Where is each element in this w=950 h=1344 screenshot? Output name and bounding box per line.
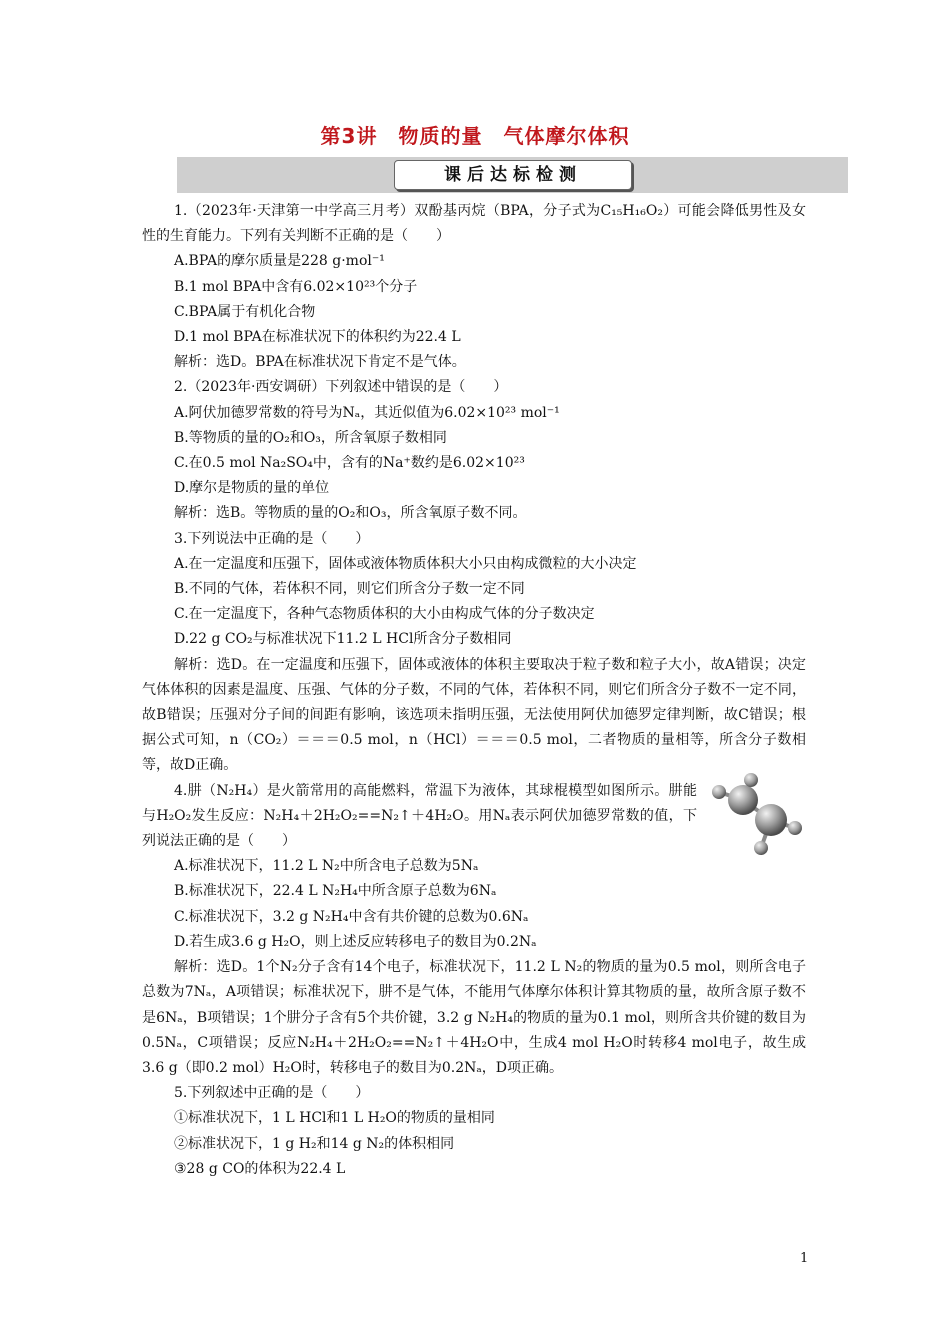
q3-option-c: C.在一定温度下，各种气态物质体积的大小由构成气体的分子数决定	[174, 606, 595, 623]
q3-option-b: B.不同的气体，若体积不同，则它们所含分子数一定不同	[174, 581, 525, 598]
q3-option-a: A.在一定温度和压强下，固体或液体物质体积大小只由构成微粒的大小决定	[174, 555, 637, 572]
q2-option-d: D.摩尔是物质的量的单位	[174, 480, 330, 497]
q2-answer: 解析：选B。等物质的量的O₂和O₃，所含氧原子数不同。	[174, 505, 527, 522]
hydrogen-atom	[754, 841, 768, 855]
page-number: 1	[800, 1251, 809, 1266]
q3-stem: 3.下列说法中正确的是（ ）	[174, 530, 370, 547]
q4-option-c: C.标准状况下，3.2 g N₂H₄中含有共价键的总数为0.6Nₐ	[174, 908, 529, 925]
q5-item-1: ①标准状况下，1 L HCl和1 L H₂O的物质的量相同	[174, 1110, 495, 1127]
q4-option-a: A.标准状况下，11.2 L N₂中所含电子总数为5Nₐ	[174, 858, 479, 875]
q4-option-d: D.若生成3.6 g H₂O，则上述反应转移电子的数目为0.2Nₐ	[174, 933, 537, 950]
q1-stem: 1.（2023年·天津第一中学高三月考）双酚基丙烷（BPA，分子式为C₁₅H₁₆O₂）可能会降低男性及女性的生育能力。下列有关判断不正确的是（ ）	[142, 203, 806, 245]
q2-option-c: C.在0.5 mol Na₂SO₄中，含有的Na⁺数约是6.02×10²³	[174, 455, 525, 472]
q1-answer: 解析：选D。BPA在标准状况下肯定不是气体。	[174, 354, 466, 371]
q2-stem: 2.（2023年·西安调研）下列叙述中错误的是（ ）	[174, 379, 508, 396]
q1-option-b: B.1 mol BPA中含有6.02×10²³个分子	[174, 278, 418, 295]
hydrogen-atom	[788, 821, 802, 835]
q1-option-c: C.BPA属于有机化合物	[174, 303, 316, 320]
q4-answer: 解析：选D。1个N₂分子含有14个电子，标准状况下，11.2 L N₂的物质的量为0.5 mol，则所含电子总数为7Nₐ，A项错误；标准状况下，肼不是气体，不能用气体摩尔体积计算其物质的量，故所含原子数不是6Nₐ，B项错误；1个肼分子含有5个共价键，3.2 g N₂H₄的物质的量为0.1 mol，则所含共价键的数目为0.5Nₐ，C项错误；反应N₂H₄＋2H₂O₂==N₂↑＋4H₂O中，生成4 mol H₂O时转移4 mol电子，故生成3.6 g（即0.2 mol）H₂O时，转移电子的数目为0.2Nₐ，D项正确。	[142, 959, 806, 1076]
q4-stem: 4.肼（N₂H₄）是火箭常用的高能燃料，常温下为液体，其球棍模型如图所示。肼能与H₂O₂发生反应：N₂H₄＋2H₂O₂==N₂↑＋4H₂O。用Nₐ表示阿伏加德罗常数的值，下列说法正确的是（ ）	[142, 782, 697, 850]
nitrogen-atom	[728, 785, 758, 815]
nitrogen-atom	[755, 804, 787, 836]
q5-item-3: ③28 g CO的体积为22.4 L	[174, 1160, 346, 1177]
q5-stem: 5.下列叙述中正确的是（ ）	[174, 1085, 370, 1102]
q3-answer: 解析：选D。在一定温度和压强下，固体或液体的体积主要取决于粒子数和粒子大小，故A错误；决定气体体积的因素是温度、压强、气体的分子数，不同的气体，若体积不同，则它们所含分子数不一定不同，故B错误；压强对分子间的间距有影响，该选项未指明压强，无法使用阿伏加德罗定律判断，故C错误；根据公式可知，n（CO₂）＝＝＝0.5 mol，n（HCl）＝＝＝0.5 mol，二者物质的量相等，所含分子数相等，故D正确。	[142, 656, 806, 774]
q4-option-b: B.标准状况下，22.4 L N₂H₄中所含原子总数为6Nₐ	[174, 883, 497, 900]
section-banner-label: 课后达标检测	[394, 160, 632, 190]
hydrogen-atom	[744, 773, 758, 787]
question-content	[142, 199, 806, 1182]
q5-item-2: ②标准状况下，1 g H₂和14 g N₂的体积相同	[174, 1135, 455, 1152]
q1-option-a: A.BPA的摩尔质量是228 g·mol⁻¹	[174, 253, 385, 270]
hydrogen-atom	[712, 785, 726, 799]
q1-option-d: D.1 mol BPA在标准状况下的体积约为22.4 L	[174, 329, 461, 346]
q2-option-b: B.等物质的量的O₂和O₃，所含氧原子数相同	[174, 429, 447, 446]
section-banner	[177, 157, 848, 193]
q2-option-a: A.阿伏加德罗常数的符号为Nₐ，其近似值为6.02×10²³ mol⁻¹	[174, 404, 560, 421]
q3-option-d: D.22 g CO₂与标准状况下11.2 L HCl所含分子数相同	[174, 631, 512, 648]
page-title: 第3讲 物质的量 气体摩尔体积	[320, 124, 630, 148]
hydrazine-ball-stick-model	[707, 772, 807, 858]
